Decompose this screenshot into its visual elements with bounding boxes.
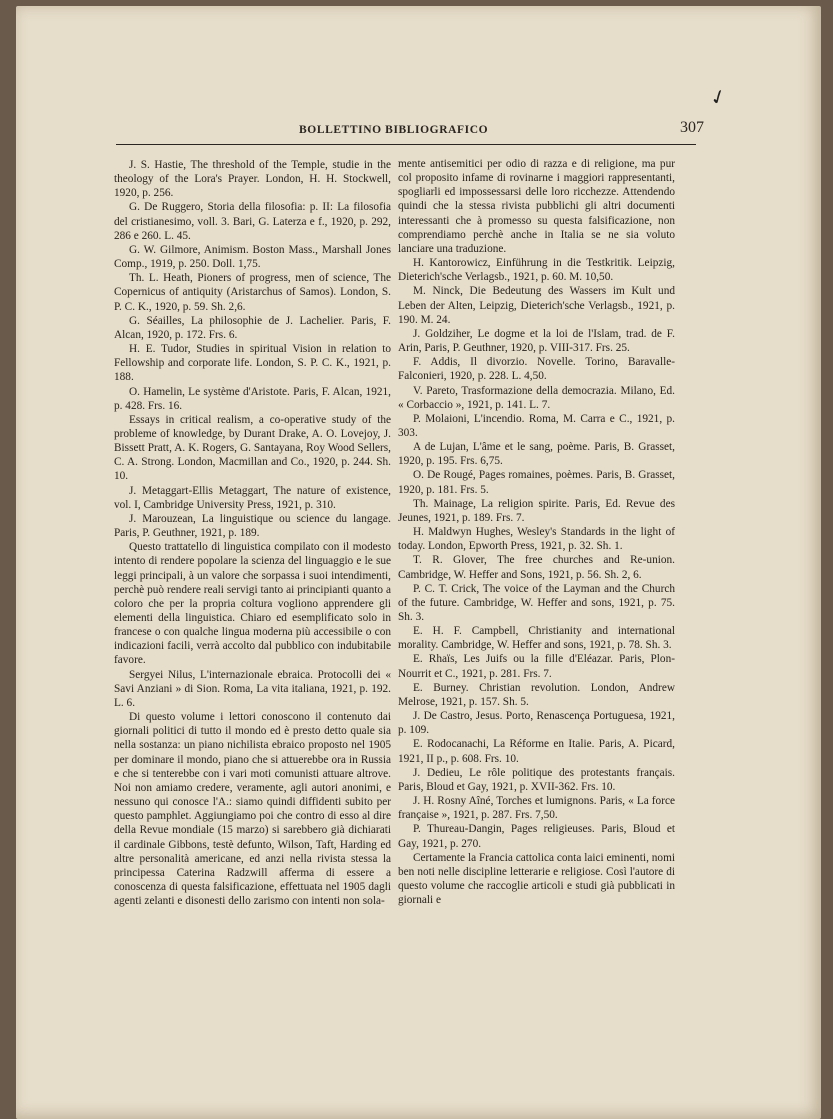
bibliography-entry: H. E. Tudor, Studies in spiritual Vision in relation to Fellowship and corporate life. London, S. P. C. K., 1921, p. 188. — [114, 343, 391, 384]
bibliography-entry: Essays in critical realism, a co-operative study of the probleme of knowledge, by Durant Drake, A. O. Lovejoy, J. Bissett Pratt, A. K. Rogers, G. Santayana, Roy Wood Sellers, C. A. Strong. London, Macmillan and Co., 1920, p. 244. Sh. 10. — [114, 413, 391, 483]
bibliography-entry: G. Séailles, La philosophie de J. Lachelier. Paris, F. Alcan, 1920, p. 172. Frs. 6. — [114, 314, 391, 341]
bibliography-entry: J. Goldziher, Le dogme et la loi de l'Islam, trad. de F. Arin, Paris, P. Geuthner, 1920, p. VIII-317. Frs. 25. — [398, 327, 675, 355]
bibliography-entry: O. Hamelin, Le système d'Aristote. Paris, F. Alcan, 1921, p. 428. Frs. 16. — [114, 385, 391, 412]
bibliography-entry: P. Thureau-Dangin, Pages religieuses. Paris, Bloud et Gay, 1921, p. 270. — [398, 823, 675, 850]
review-paragraph: Questo trattatello di linguistica compilato con il modesto intento di rendere popolare la scienza del linguaggio e le sue leggi principali, à un valore che sorpassa i suoi intendimenti, perchè può rendere reali servigi tanto ai principianti quanto a coloro che per la propria coltura vogliono apprendere gli elementi della linguistica. Chiaro ed esemplificato solo in francese o con qualche lingua moderna più accessibile o con indicazioni facili, verrà accolto dal pubblico con indubitabile favore. — [114, 541, 391, 667]
page-header — [116, 116, 704, 145]
bibliography-entry: P. Molaioni, L'incendio. Roma, M. Carra e C., 1921, p. 303. — [398, 412, 675, 439]
bibliography-entry: E. H. F. Campbell, Christianity and international morality. Cambridge, W. Heffer and sons, 1921, p. 78. Sh. 3. — [398, 625, 675, 652]
bibliography-entry: O. De Rougé, Pages romaines, poèmes. Paris, B. Grasset, 1920, p. 181. Frs. 5. — [398, 469, 675, 496]
running-head: BOLLETTINO BIBLIOGRAFICO — [299, 124, 489, 136]
bibliography-entry: J. Marouzean, La linguistique ou science du langage. Paris, P. Geuthner, 1921, p. 189. — [114, 512, 391, 540]
bibliography-entry: H. Kantorowicz, Einführung in die Testkritik. Leipzig, Dieterich'sche Verlagsb., 1921, p. 60. M. 10,50. — [398, 257, 675, 284]
page-number: 307 — [680, 119, 704, 136]
bibliography-entry: F. Addis, Il divorzio. Novelle. Torino, Baravalle-Falconieri, 1920, p. 228. L. 4,50. — [398, 356, 675, 383]
bibliography-entry: H. Maldwyn Hughes, Wesley's Standards in the light of today. London, Epworth Press, 1921, p. 32. Sh. 1. — [398, 526, 675, 553]
bibliography-entry: J. S. Hastie, The threshold of the Temple, studie in the theology of the Lora's Prayer. London, H. H. Stockwell, 1920, p. 256. — [114, 159, 391, 200]
bibliography-entry: Sergyei Nilus, L'internazionale ebraica. Protocolli dei « Savi Anziani » di Sion. Roma, La vita italiana, 1921, p. 192. L. 6. — [114, 668, 391, 709]
bibliography-entry: V. Pareto, Trasformazione della democrazia. Milano, Ed. « Corbaccio », 1921, p. 141. L. 7. — [398, 384, 675, 411]
bibliography-entry: Th. Mainage, La religion spirite. Paris, Ed. Revue des Jeunes, 1921, p. 189. Frs. 7. — [398, 497, 675, 524]
bibliography-entry: J. Dedieu, Le rôle politique des protestants français. Paris, Bloud et Gay, 1921, p. XVII-362. Frs. 10. — [398, 766, 675, 793]
review-paragraph-continued: mente antisemitici per odio di razza e di religione, ma pur col proposito infame di rovinarne i maggiori rappresentanti, spogliarli ed impossessarsi delle loro ricchezze. Attendendo quindi che la stessa rivista pubblichi gli altri documenti interessanti che à promesso su questa falsificazione, non comprendiamo perchè anche in Italia se ne sia voluto lanciare una traduzione. — [398, 158, 675, 255]
left-column — [114, 158, 391, 908]
bibliography-entry: J. H. Rosny Aîné, Torches et lumignons. Paris, « La force française », 1921, p. 287. Frs. 7,50. — [398, 795, 675, 822]
review-paragraph: Certamente la Francia cattolica conta laici eminenti, nomi ben noti nelle discipline letterarie e religiose. Così l'autore di questo volume che raccoglie articoli e studi già pubblicati in giornali e — [398, 851, 675, 907]
right-column — [398, 157, 675, 907]
bibliography-entry: Th. L. Heath, Pioners of progress, men of science, The Copernicus of antiquity (Aristarchus of Samos). London, S. P. C. K., 1920, p. 59. Sh. 2,6. — [114, 272, 391, 313]
bibliography-entry: J. De Castro, Jesus. Porto, Renascença Portuguesa, 1921, p. 109. — [398, 710, 675, 737]
bibliography-entry: E. Burney. Christian revolution. London, Andrew Melrose, 1921, p. 157. Sh. 5. — [398, 681, 675, 708]
bibliography-entry: T. R. Glover, The free churches and Re-union. Cambridge, W. Heffer and Sons, 1921, p. 56. Sh. 2, 6. — [398, 554, 675, 581]
book-page — [16, 6, 821, 1119]
bibliography-entry: E. Rodocanachi, La Réforme en Italie. Paris, A. Picard, 1921, II p., p. 608. Frs. 10. — [398, 738, 675, 765]
bibliography-entry: J. Metaggart-Ellis Metaggart, The nature of existence, vol. I, Cambridge University Press, 1921, p. 310. — [114, 484, 391, 511]
bibliography-entry: E. Rhaïs, Les Juifs ou la fille d'Eléazar. Paris, Plon-Nourrit et C., 1921, p. 281. Frs. 7. — [398, 653, 675, 680]
bibliography-entry: G. De Ruggero, Storia della filosofia: p. II: La filosofia del cristianesimo, voll. 3. Bari, G. Laterza e f., 1920, p. 292, 286 e 260. L. 45. — [114, 201, 391, 242]
review-paragraph: Di questo volume i lettori conoscono il contenuto dai giornali politici di tutto il mondo ed è presto detto quale sia nella sostanza: un piano nichilista ebraico proposto nel 1905 per dominare il mondo, piano che si attuerebbe ora in Russia e che si tenterebbe con i vari moti comunisti attuare altrove. Noi non amiamo credere, veramente, agli autori anonimi, e nessuno qui conosce l'A.: siamo quindi diffidenti subito per questo pamphlet. Aggiungiamo poi che contro di esso al dire della Revue mondiale (15 marzo) si sarebbero già dichiarati il cardinale Gibbons, testè defunto, Wilson, Taft, Harding ed altre personalità americane, ed anzi nella rivista stessa la principessa Caterina Radzwill afferma di essere a conoscenza di questa falsificazione, effettuata nel 1905 dagli agenti zelanti e disonesti dello zarismo con intenti non sola- — [114, 711, 391, 908]
bibliography-entry: A de Lujan, L'âme et le sang, poème. Paris, B. Grasset, 1920, p. 195. Frs. 6,75. — [398, 441, 675, 468]
pencil-mark-icon: ✓ — [706, 84, 731, 112]
bibliography-entry: G. W. Gilmore, Animism. Boston Mass., Marshall Jones Comp., 1919, p. 250. Doll. 1,75. — [114, 243, 391, 271]
bibliography-entry: P. C. T. Crick, The voice of the Layman and the Church of the future. Cambridge, W. Heffer and sons, 1921, p. 75. Sh. 3. — [398, 582, 675, 623]
bibliography-entry: M. Ninck, Die Bedeutung des Wassers im Kult und Leben der Alten, Leipzig, Dieterich'sche Verlagsb., 1921, p. 190. M. 24. — [398, 285, 675, 326]
